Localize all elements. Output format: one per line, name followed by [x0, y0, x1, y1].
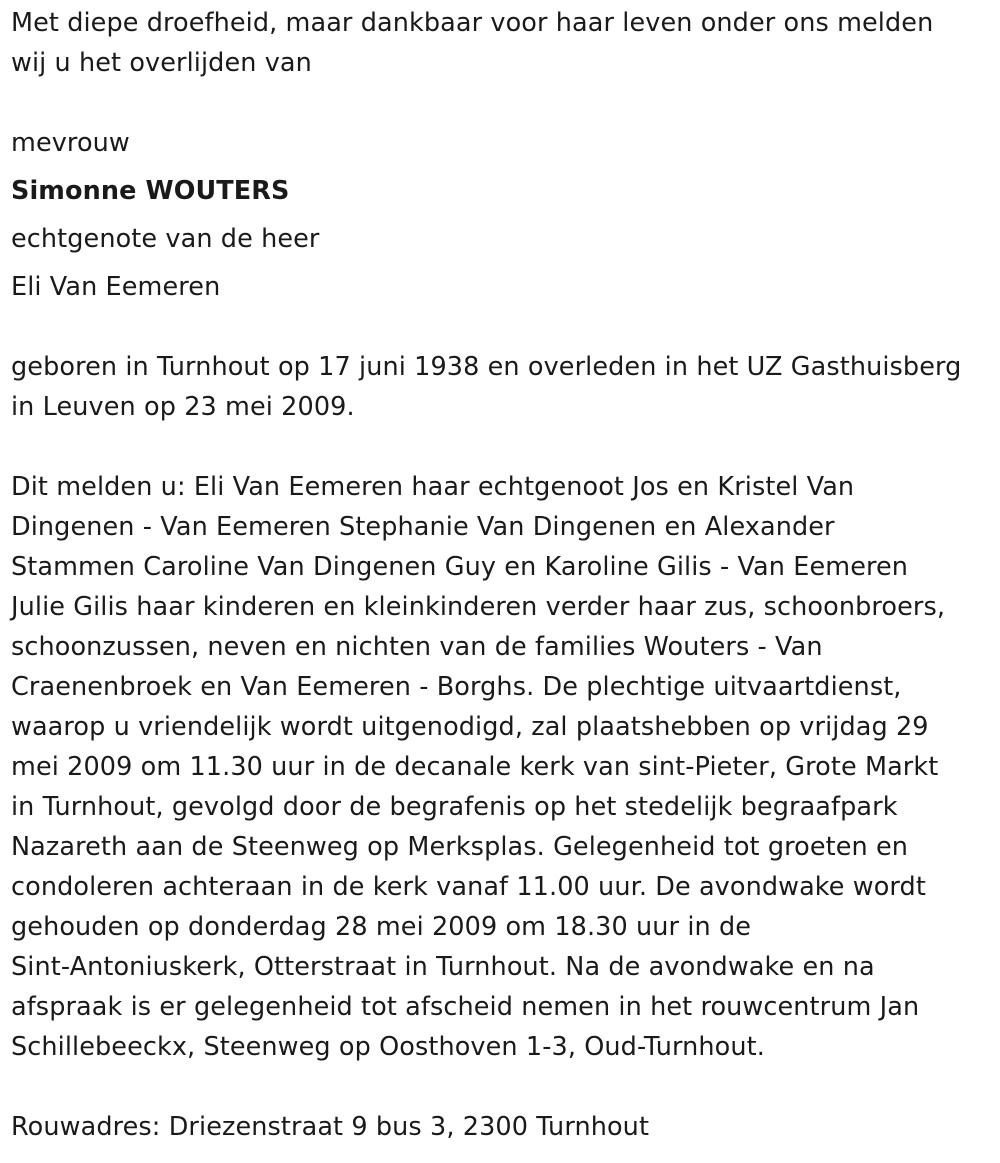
intro-line-2: wij u het overlijden van: [11, 48, 312, 78]
honorific-title: mevrouw: [11, 128, 130, 158]
announcement-line: afspraak is er gelegenheid tot afscheid nemen in het rouwcentrum Jan: [11, 992, 920, 1022]
announcement-line: Julie Gilis haar kinderen en kleinkinderen verder haar zus, schoonbroers,: [11, 592, 946, 622]
spouse-prefix: echtgenote van de heer: [11, 224, 320, 254]
mourning-address: Rouwadres: Driezenstraat 9 bus 3, 2300 Turnhout: [11, 1112, 650, 1142]
spouse-name: Eli Van Eemeren: [11, 272, 221, 302]
birth-line-1: geboren in Turnhout op 17 juni 1938 en overleden in het UZ Gasthuisberg: [11, 352, 962, 382]
announcement-line: Sint-Antoniuskerk, Otterstraat in Turnhout. Na de avondwake en na: [11, 952, 875, 982]
announcement-line: Stammen Caroline Van Dingenen Guy en Karoline Gilis - Van Eemeren: [11, 552, 909, 582]
announcement-line: schoonzussen, neven en nichten van de families Wouters - Van: [11, 632, 823, 662]
announcement-line: in Turnhout, gevolgd door de begrafenis op het stedelijk begraafpark: [11, 792, 898, 822]
announcement-line: mei 2009 om 11.30 uur in de decanale kerk van sint-Pieter, Grote Markt: [11, 752, 939, 782]
intro-line-1: Met diepe droefheid, maar dankbaar voor haar leven onder ons melden: [11, 8, 934, 38]
announcement-paragraph: [11, 467, 996, 1067]
announcement-line: Dingenen - Van Eemeren Stephanie Van Dingenen en Alexander: [11, 512, 835, 542]
deceased-name: Simonne WOUTERS: [11, 176, 290, 206]
announcement-line: gehouden op donderdag 28 mei 2009 om 18.30 uur in de: [11, 912, 752, 942]
birth-line-2: in Leuven op 23 mei 2009.: [11, 392, 355, 422]
announcement-line: Schillebeeckx, Steenweg op Oosthoven 1-3, Oud-Turnhout.: [11, 1032, 765, 1062]
announcement-line: Nazareth aan de Steenweg op Merksplas. Gelegenheid tot groeten en: [11, 832, 909, 862]
obituary-document: [11, 3, 996, 1147]
announcement-line: Dit melden u: Eli Van Eemeren haar echtgenoot Jos en Kristel Van: [11, 472, 855, 502]
announcement-line: waarop u vriendelijk wordt uitgenodigd, zal plaatshebben op vrijdag 29: [11, 712, 929, 742]
announcement-line: condoleren achteraan in de kerk vanaf 11.00 uur. De avondwake wordt: [11, 872, 926, 902]
announcement-line: Craenenbroek en Van Eemeren - Borghs. De plechtige uitvaartdienst,: [11, 672, 902, 702]
